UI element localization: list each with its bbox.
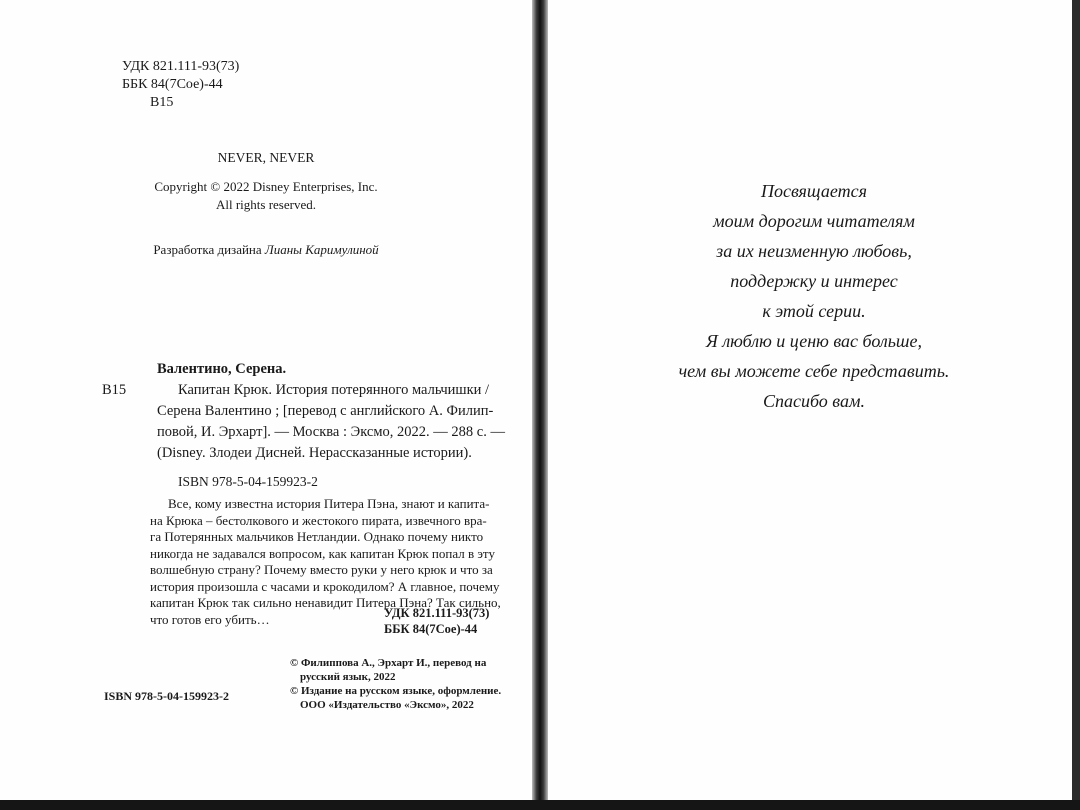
bib-mark: В15	[102, 382, 127, 398]
copy-line-4: ООО «Издательство «Эксмо», 2022	[300, 699, 474, 711]
bib-isbn: ISBN 978-5-04-159923-2	[178, 474, 318, 489]
annotation-line-3: га Потерянных мальчиков Нетландии. Однако почему никто	[150, 529, 484, 544]
bib-author: Валентино, Серена.	[157, 361, 287, 377]
copyright-line-1: Copyright © 2022 Disney Enterprises, Inc.	[154, 179, 378, 194]
dedication-line-1: Посвящается	[760, 181, 868, 201]
bib-line-2: Серена Валентино ; [перевод с английского А. Филип-	[157, 403, 494, 419]
udk-top: УДК 821.111-93(73)	[122, 59, 240, 74]
bbk-top: ББК 84(7Сое)-44	[122, 77, 223, 92]
dedication-line-7: чем вы можете себе представить.	[678, 361, 950, 381]
annotation-line-6: история произошла с часами и крокодилом? А главное, почему	[150, 578, 500, 594]
copy-line-3: © Издание на русском языке, оформление.	[290, 685, 502, 697]
annotation-line-4: никогда не задавался вопросом, как капитан Крюк попал в эту	[150, 545, 495, 561]
dedication	[548, 176, 1080, 416]
dedication-line-4: поддержку и интерес	[730, 271, 898, 291]
author-mark-top: В15	[150, 95, 174, 110]
bib-line-1: Капитан Крюк. История потерянного мальчишки /	[178, 382, 490, 398]
copy-line-2: русский язык, 2022	[300, 671, 396, 683]
dedication-line-6: Я люблю и ценю вас больше,	[706, 331, 922, 351]
bib-line-3: повой, И. Эрхарт]. — Москва : Эксмо, 2022. — 288 с. —	[157, 424, 505, 440]
original-title: NEVER, NEVER	[217, 150, 315, 165]
copyright-line-2: All rights reserved.	[215, 197, 316, 212]
design-credit	[0, 242, 532, 258]
copy-line-1: © Филиппова А., Эрхарт И., перевод на	[290, 657, 487, 669]
design-credit-name: Лианы Каримулиной	[264, 242, 379, 257]
dedication-line-8: Спасибо вам.	[763, 391, 865, 411]
bib-line-4: (Disney. Злодеи Дисней. Нерассказанные истории).	[157, 445, 472, 461]
dedication-line-2: моим дорогим читателям	[713, 211, 915, 231]
annotation-line-7: капитан Крюк так сильно ненавидит Питера Пэна? Так сильно,	[150, 595, 501, 610]
bbk-bottom: ББК 84(7Сое)-44	[384, 622, 478, 636]
annotation-line-5: волшебную страну? Почему вместо руки у него крюк и что за	[150, 562, 493, 577]
isbn-bottom: ISBN 978-5-04-159923-2	[104, 689, 229, 703]
design-credit-prefix: Разработка дизайна	[153, 242, 262, 257]
annotation-line-2: на Крюка – бестолкового и жестокого пирата, извечного вра-	[150, 512, 487, 528]
dedication-line-3: за их неизменную любовь,	[716, 241, 912, 261]
page-edge-bottom	[0, 800, 1080, 810]
annotation-line-8: что готов его убить…	[150, 611, 270, 627]
book-gutter	[532, 0, 548, 810]
udk-bottom: УДК 821.111-93(73)	[384, 606, 490, 620]
dedication-line-5: к этой серии.	[762, 301, 866, 321]
annotation-line-1: Все, кому известна история Питера Пэна, знают и капита-	[168, 496, 490, 511]
